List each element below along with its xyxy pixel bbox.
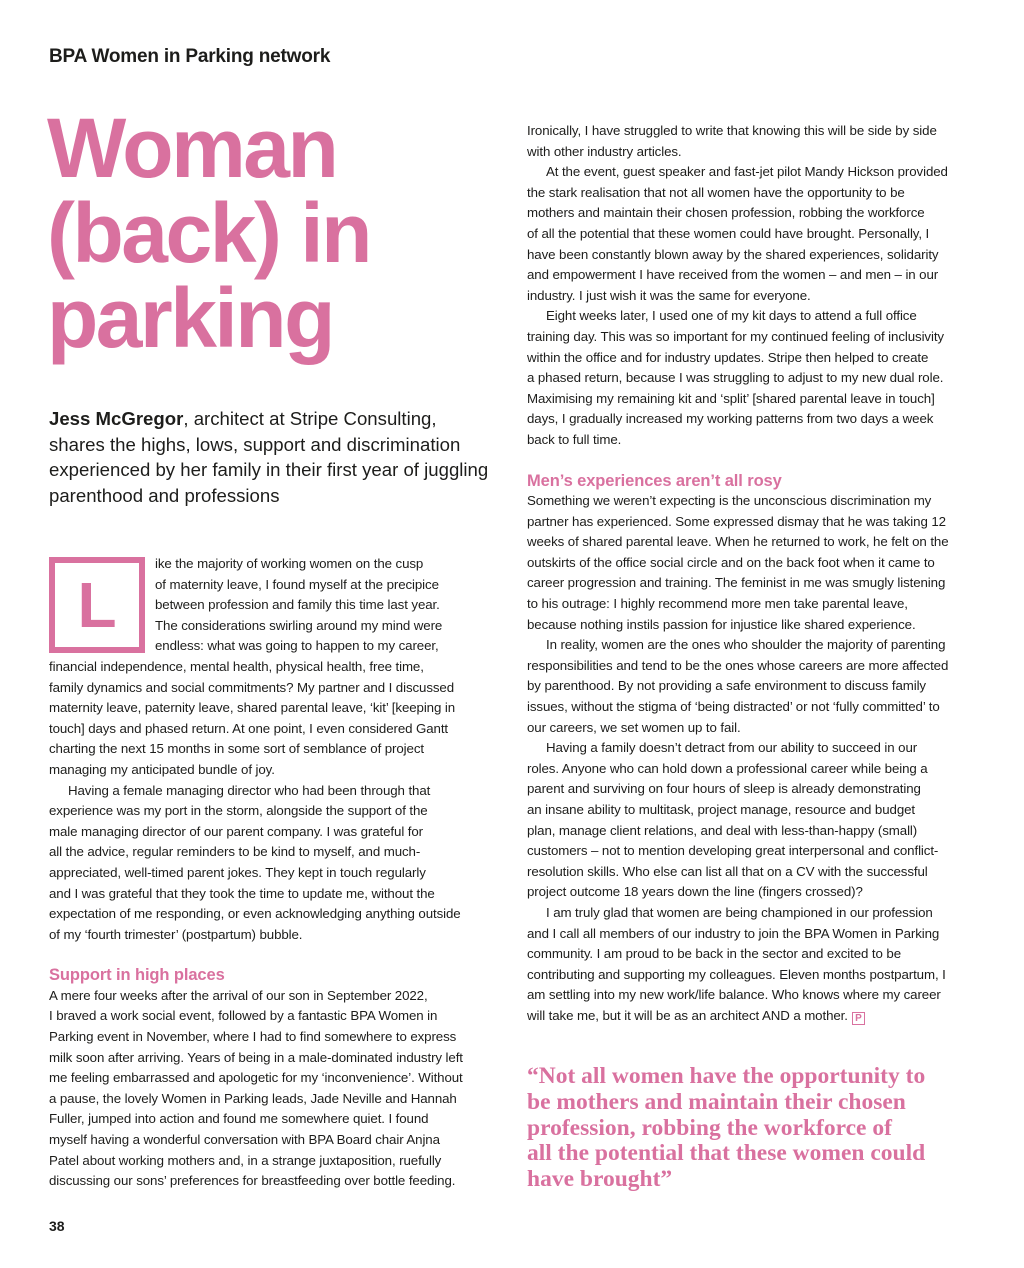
text-line	[49, 1027, 489, 1048]
text-line-content: by parenthood. By not providing a safe environment to discuss family	[527, 678, 926, 694]
text-line	[49, 863, 489, 884]
body-paragraph	[527, 306, 977, 450]
end-mark-icon: P	[852, 1012, 865, 1025]
text-line-content: our careers, we set women up to fail.	[527, 719, 741, 735]
text-line	[527, 306, 977, 327]
body-paragraph	[527, 738, 977, 903]
text-line-content: mothers and maintain their chosen profession, robbing the workforce	[527, 205, 925, 221]
text-line	[527, 327, 977, 348]
text-line	[527, 553, 977, 574]
text-line-content: expectation of me responding, or even acknowledging anything outside	[49, 906, 461, 922]
text-line	[49, 1130, 489, 1151]
text-line	[527, 203, 977, 224]
text-line	[49, 884, 489, 905]
text-line-content: I am truly glad that women are being championed in our profession	[546, 904, 933, 920]
text-line	[49, 760, 489, 781]
text-line-content: contributing and supporting my colleagues. Eleven months postpartum, I	[527, 966, 946, 982]
subheading: Men’s experiences aren’t all rosy	[527, 471, 782, 490]
text-line	[49, 739, 489, 760]
text-line-content: family dynamics and social commitments? My partner and I discussed	[49, 679, 455, 695]
text-line	[527, 615, 977, 636]
text-line	[527, 121, 977, 142]
text-line	[527, 965, 977, 986]
pull-quote	[527, 1064, 925, 1193]
text-line-content: discussing our sons’ preferences for breastfeeding over bottle feeding.	[49, 1173, 456, 1189]
text-line	[49, 842, 489, 863]
text-line-content: Ironically, I have struggled to write that knowing this will be side by side	[527, 123, 937, 138]
text-line	[49, 1171, 489, 1192]
text-line-content: back to full time.	[527, 431, 622, 447]
text-line-content: a phased return, because I was struggling to adjust to my new dual role.	[527, 370, 944, 386]
text-line	[527, 656, 977, 677]
text-line	[527, 903, 977, 924]
text-line-content: Patel about working mothers and, in a strange juxtaposition, ruefully	[49, 1152, 442, 1168]
body-paragraph	[49, 781, 489, 946]
pull-quote-line: all the potential that these women could	[527, 1140, 926, 1167]
title-line: Woman	[47, 101, 337, 195]
text-line-content: training day. This was so important for my continued feeling of inclusivity	[527, 328, 944, 344]
text-line-content: I braved a work social event, followed by a fantastic BPA Women in	[49, 1008, 438, 1024]
pull-quote-line: “Not all women have the opportunity to	[527, 1063, 926, 1089]
text-line-content: me feeling embarrassed and apologetic for my ‘inconvenience’. Without	[49, 1070, 463, 1086]
text-line	[49, 925, 489, 946]
text-line	[527, 286, 977, 307]
text-line	[527, 532, 977, 553]
subheading: Support in high places	[49, 966, 225, 985]
text-line-content: industry. I just wish it was the same for everyone.	[527, 287, 811, 303]
text-line	[527, 944, 977, 965]
text-line	[527, 635, 977, 656]
text-line-content: Eight weeks later, I used one of my kit days to attend a full office	[546, 308, 917, 324]
text-line	[49, 904, 489, 925]
text-line	[527, 368, 977, 389]
text-line	[49, 1006, 489, 1027]
text-line	[527, 759, 977, 780]
text-line-content: Fuller, jumped into action and found me somewhere quiet. I found	[49, 1111, 429, 1127]
text-line-content: plan, manage client relations, and deal with less-than-happy (small)	[527, 822, 918, 838]
text-line-content: have been constantly blown away by the shared experiences, solidarity	[527, 246, 939, 262]
text-line-content: Parking event in November, where I had to find somewhere to express	[49, 1029, 457, 1045]
text-line-content: between profession and family this time last year.	[155, 597, 440, 613]
text-line-content: a pause, the lovely Women in Parking leads, Jade Neville and Hannah	[49, 1090, 457, 1106]
text-line-content: of my ‘fourth trimester’ (postpartum) bubble.	[49, 926, 303, 942]
text-line	[527, 779, 977, 800]
text-line-content: and I was grateful that they took the time to update me, without the	[49, 885, 435, 901]
text-line-content: The considerations swirling around my mind were	[155, 617, 443, 633]
text-line-content: maternity leave, paternity leave, shared parental leave, ‘kit’ [keeping in	[49, 700, 456, 716]
text-line	[527, 348, 977, 369]
text-line-content: of all the potential that these women could have brought. Personally, I	[527, 225, 930, 241]
text-line-content: responsibilities and tend to be the ones whose careers are more affected	[527, 657, 949, 673]
text-line-content: all the advice, regular reminders to be kind to myself, and much-	[49, 844, 421, 860]
right-column	[527, 121, 977, 1027]
text-line-content: weeks of shared parental leave. When he returned to work, he felt on the	[527, 534, 949, 550]
text-line-content: days, I gradually increased my working patterns from two days a week	[527, 411, 934, 427]
body-paragraph	[527, 162, 977, 306]
text-line	[49, 1089, 489, 1110]
text-line-content: appreciated, well-timed parent jokes. They kept in touch regularly	[49, 864, 426, 880]
text-line-content: will take me, but it will be as an architect AND a mother.	[527, 1007, 848, 1023]
text-line	[49, 719, 489, 740]
standfirst	[49, 406, 489, 508]
text-line	[527, 821, 977, 842]
text-line	[49, 1151, 489, 1172]
text-line-content: with other industry articles.	[527, 143, 682, 159]
text-line	[527, 985, 977, 1006]
text-line-content: and I call all members of our industry to join the BPA Women in Parking	[527, 925, 940, 941]
text-line-content: project outcome 18 years down the line (fingers crossed)?	[527, 884, 863, 900]
text-line-content: male managing director of our parent company. I was grateful for	[49, 823, 423, 839]
text-line-content: endless: what was going to happen to my career,	[155, 638, 439, 654]
text-line	[527, 491, 977, 512]
text-line	[49, 1068, 489, 1089]
body-paragraph	[527, 903, 977, 1027]
text-line-content: charting the next 15 months in some sort of semblance of project	[49, 741, 424, 757]
text-line-content: because nothing instils passion for injustice like shared experience.	[527, 616, 916, 632]
text-line-content: customers – not to mention developing great interpersonal and conflict-	[527, 843, 939, 859]
text-line-content: the stark realisation that not all women have the opportunity to be	[527, 184, 905, 200]
text-line-content: and empowerment I have received from the women – and men – in our	[527, 267, 939, 283]
text-line	[527, 718, 977, 739]
text-line	[49, 822, 489, 843]
text-line	[527, 841, 977, 862]
text-line	[49, 657, 489, 678]
text-line-content: managing my anticipated bundle of joy.	[49, 761, 275, 777]
article-title	[47, 101, 370, 365]
text-line	[527, 142, 977, 163]
text-line	[527, 430, 977, 451]
body-paragraph	[527, 491, 977, 635]
text-line-content: Something we weren’t expecting is the unconscious discrimination my	[527, 493, 932, 509]
text-line	[527, 924, 977, 945]
text-line	[527, 183, 977, 204]
text-line-content: to his outrage: I highly recommend more men take parental leave,	[527, 596, 908, 612]
text-line-content: resolution skills. Who else can list all that on a CV with the successful	[527, 863, 928, 879]
body-paragraph	[527, 121, 977, 162]
text-line	[527, 1006, 977, 1027]
pull-quote-line: be mothers and maintain their chosen	[527, 1088, 906, 1115]
text-line	[527, 389, 977, 410]
text-line	[49, 801, 489, 822]
text-line	[527, 573, 977, 594]
text-line	[527, 676, 977, 697]
text-line-content: Having a female managing director who had been through that	[68, 782, 431, 798]
author-name: Jess McGregor	[49, 408, 184, 429]
text-line	[527, 882, 977, 903]
text-line	[49, 1109, 489, 1130]
text-line	[527, 594, 977, 615]
text-line-content: A mere four weeks after the arrival of our son in September 2022,	[49, 987, 428, 1003]
text-line-content: milk soon after arriving. Years of being in a male-dominated industry left	[49, 1049, 463, 1065]
text-line	[49, 1048, 489, 1069]
text-line-content: ike the majority of working women on the cusp	[155, 556, 424, 571]
text-line-content: roles. Anyone who can hold down a professional career while being a	[527, 760, 928, 776]
text-line	[527, 697, 977, 718]
body-paragraph	[527, 635, 977, 738]
text-line	[527, 245, 977, 266]
pull-quote-line: have brought”	[527, 1166, 673, 1193]
text-line	[527, 738, 977, 759]
page-number: 38	[49, 1218, 65, 1234]
text-line-content: myself having a wonderful conversation with BPA Board chair Anjna	[49, 1132, 440, 1148]
text-line	[49, 781, 489, 802]
text-line	[49, 678, 489, 699]
text-line-content: Maximising my remaining kit and ‘split’ [shared parental leave in touch]	[527, 390, 935, 406]
title-line: parking	[47, 271, 333, 365]
body-paragraph	[49, 554, 489, 781]
text-line-content: career progression and training. The feminist in me was smugly listening	[527, 575, 946, 591]
text-line	[527, 862, 977, 883]
text-line-content: community. I am proud to be back in the sector and excited to be	[527, 946, 901, 962]
text-line-content: am settling into my new work/life balance. Who knows where my career	[527, 987, 941, 1003]
text-line-content: Having a family doesn’t detract from our ability to succeed in our	[546, 740, 918, 756]
text-line-content: In reality, women are the ones who shoulder the majority of parenting	[546, 637, 946, 653]
text-line-content: touch] days and phased return. At one point, I even considered Gantt	[49, 720, 449, 736]
drop-cap: L	[49, 557, 145, 653]
left-column	[49, 554, 489, 1192]
text-line-content: of maternity leave, I found myself at the precipice	[155, 576, 439, 592]
body-paragraph	[49, 986, 489, 1192]
text-line	[527, 800, 977, 821]
text-line-content: issues, without the stigma of ‘being distracted’ or not ‘fully committed’ to	[527, 699, 940, 715]
text-line-content: within the office and for industry updates. Stripe then helped to create	[527, 349, 929, 365]
title-line: (back) in	[47, 186, 370, 280]
text-line-content: financial independence, mental health, physical health, free time,	[49, 658, 424, 674]
standfirst-text: , architect at Stripe Consulting, shares the highs, lows, support and discrimination experienced by her family in their first year of juggling parenthood and professions	[49, 408, 489, 506]
text-line-content: partner has experienced. Some expressed dismay that he was taking 12	[527, 513, 946, 529]
text-line-content: At the event, guest speaker and fast-jet pilot Mandy Hickson provided	[546, 164, 948, 180]
text-line-content: experience was my port in the storm, alongside the support of the	[49, 803, 428, 819]
text-line	[527, 512, 977, 533]
pull-quote-line: profession, robbing the workforce of	[527, 1114, 892, 1141]
text-line	[527, 224, 977, 245]
text-line	[49, 698, 489, 719]
text-line	[527, 409, 977, 430]
section-kicker: BPA Women in Parking network	[49, 46, 331, 67]
text-line	[49, 986, 489, 1007]
text-line-content: outskirts of the office social circle and on the back foot when it came to	[527, 554, 935, 570]
text-line-content: an insane ability to multitask, project manage, resource and budget	[527, 802, 916, 817]
text-line-content: parent and surviving on four hours of sleep is already demonstrating	[527, 781, 921, 797]
text-line	[527, 265, 977, 286]
text-line	[527, 162, 977, 183]
